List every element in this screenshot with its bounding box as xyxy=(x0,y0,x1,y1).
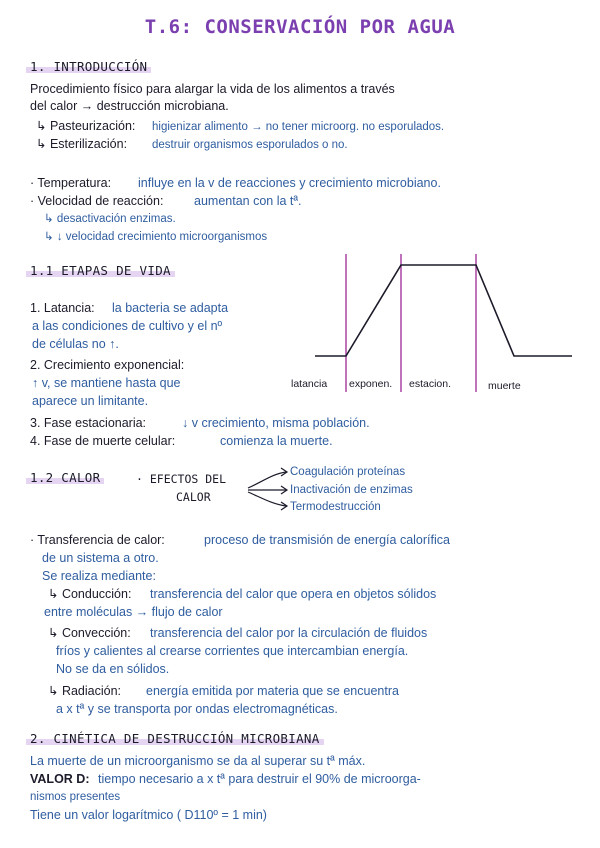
intro-line-2: del calor → destrucción microbiana. xyxy=(30,99,229,113)
conveccion-text-1: transferencia del calor por la circulación de fluidos xyxy=(150,626,428,640)
conduccion-label: ↳ Conducción: xyxy=(48,587,132,601)
radiacion-label: ↳ Radiación: xyxy=(48,684,122,698)
velocidad-sub-1: ↳ desactivación enzimas. xyxy=(44,213,176,225)
esterilizacion-label: ↳ Esterilización: xyxy=(36,137,128,151)
transferencia-label: · Transferencia de calor: xyxy=(30,533,165,547)
phase-label-estacionaria: estacion. xyxy=(409,378,452,390)
latancia-text-2: a las condiciones de cultivo y el nº xyxy=(32,319,223,333)
valor-d-text: tiempo necesario a x tª para destruir el 90% de microorga- xyxy=(98,772,421,786)
velocidad-sub-2: ↳ ↓ velocidad crecimiento microorganismos xyxy=(44,231,268,243)
phase-label-latancia: latancia xyxy=(291,378,328,390)
conveccion-text-2: fríos y calientes al crearse corrientes que intercambian energía. xyxy=(56,644,409,658)
esterilizacion-text: destruir organismos esporulados o no. xyxy=(152,139,348,151)
cinetica-line-1: La muerte de un microorganismo se da al superar su tª máx. xyxy=(30,754,366,768)
transferencia-text-2: de un sistema a otro. xyxy=(42,551,159,565)
estacionaria-label: 3. Fase estacionaria: xyxy=(30,416,147,430)
cinetica-line-4: Tiene un valor logarítmico ( D110º = 1 min) xyxy=(30,808,267,822)
efectos-label-2: CALOR xyxy=(176,490,211,504)
muerte-label: 4. Fase de muerte celular: xyxy=(30,434,176,448)
latancia-text-1: la bacteria se adapta xyxy=(112,301,229,315)
pasteurizacion-text: higienizar alimento → no tener microorg. no esporulados. xyxy=(152,121,445,133)
efecto-coagulacion: Coagulación proteínas xyxy=(290,466,406,478)
conveccion-text-3: No se da en sólidos. xyxy=(56,662,170,676)
temperatura-text: influye en la v de reacciones y crecimiento microbiano. xyxy=(138,176,441,190)
transferencia-text-1: proceso de transmisión de energía calorífica xyxy=(204,533,450,547)
heading-introduccion: 1. INTRODUCCIÓN xyxy=(26,59,151,74)
radiacion-text-1: energía emitida por materia que se encuentra xyxy=(146,684,399,698)
velocidad-text: aumentan con la tª. xyxy=(194,194,302,208)
conduccion-text-1: transferencia del calor que opera en objetos sólidos xyxy=(150,587,437,601)
intro-line-1: Procedimiento físico para alargar la vida de los alimentos a través xyxy=(30,82,395,96)
valor-d-label: VALOR D: xyxy=(30,772,90,786)
efecto-inactivacion: Inactivación de enzimas xyxy=(290,484,413,496)
temperatura-label: · Temperatura: xyxy=(30,176,112,190)
conduccion-text-2: entre moléculas → flujo de calor xyxy=(44,605,223,619)
cinetica-line-3: nismos presentes xyxy=(30,791,121,803)
radiacion-text-2: a x tª y se transporta por ondas electromagnéticas. xyxy=(56,702,338,716)
exponencial-label: 2. Crecimiento exponencial: xyxy=(30,358,185,372)
pasteurizacion-label: ↳ Pasteurización: xyxy=(36,119,136,133)
heading-cinetica: 2. CINÉTICA DE DESTRUCCIÓN MICROBIANA xyxy=(26,731,324,746)
latancia-text-3: de células no ↑. xyxy=(32,337,119,351)
phase-label-muerte: muerte xyxy=(488,380,521,392)
transferencia-text-3: Se realiza mediante: xyxy=(42,569,156,583)
heading-calor: 1.2 CALOR xyxy=(26,470,104,485)
muerte-text: comienza la muerte. xyxy=(220,434,333,448)
velocidad-label: · Velocidad de reacción: xyxy=(30,194,164,208)
estacionaria-text: ↓ v crecimiento, misma población. xyxy=(182,416,370,430)
conveccion-label: ↳ Convección: xyxy=(48,626,131,640)
efectos-label-1: · EFECTOS DEL xyxy=(136,472,227,486)
efecto-termodestruccion: Termodestrucción xyxy=(290,501,381,513)
heading-etapas-de-vida: 1.1 ETAPAS DE VIDA xyxy=(26,263,175,278)
page-title: T.6: CONSERVACIÓN POR AGUA xyxy=(144,16,456,38)
phase-label-exponencial: exponen. xyxy=(349,378,393,390)
latancia-label: 1. Latancia: xyxy=(30,301,95,315)
exponencial-text-1: ↑ v, se mantiene hasta que xyxy=(32,376,181,390)
exponencial-text-2: aparece un limitante. xyxy=(32,394,149,408)
